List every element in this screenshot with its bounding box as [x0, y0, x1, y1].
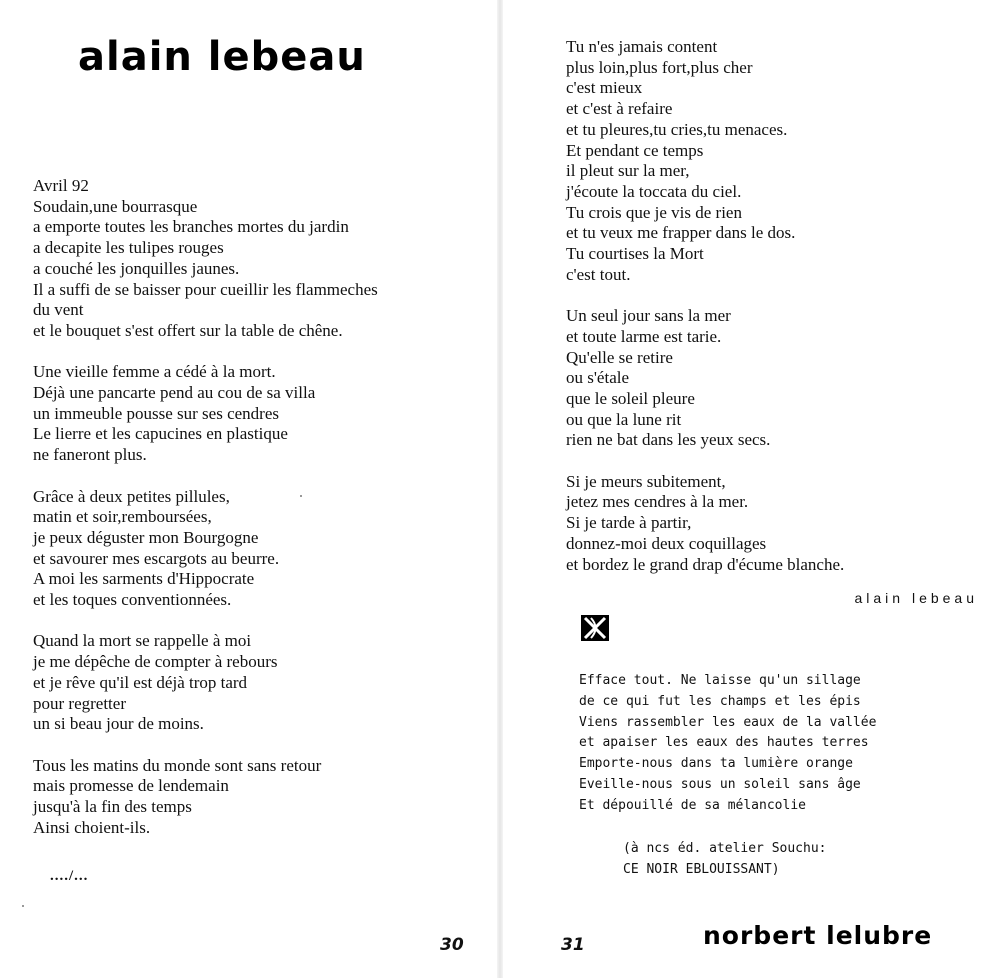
- epigraph-line: de ce qui fut les champs et les épis: [579, 693, 861, 709]
- poem-line: et c'est à refaire: [566, 99, 673, 119]
- poem-line: a emporte toutes les branches mortes du jardin: [33, 217, 349, 237]
- poem-line: ou que la lune rit: [566, 409, 682, 429]
- poem-line: et tu veux me frapper dans le dos.: [566, 223, 796, 243]
- print-speck: [300, 495, 302, 497]
- poem-line: Si je tarde à partir,: [566, 513, 692, 533]
- epigraph-line: et apaiser les eaux des hautes terres: [579, 735, 869, 751]
- note-line: (à ncs éd. atelier Souchu:: [623, 841, 827, 856]
- poem-line: Et pendant ce temps: [566, 140, 704, 160]
- poem-line: plus loin,plus fort,plus cher: [566, 57, 753, 77]
- poem-line: rien ne bat dans les yeux secs.: [566, 430, 771, 450]
- author-title: alain lebeau: [78, 34, 366, 80]
- poem-line: un immeuble pousse sur ses cendres: [33, 403, 279, 423]
- poem-line: Un seul jour sans la mer: [566, 306, 731, 326]
- poem-line: ou s'étale: [566, 368, 630, 388]
- poem-line: je me dépêche de compter à rebours: [33, 652, 278, 672]
- poem-stanza: [566, 306, 844, 451]
- page-number: 31: [561, 935, 585, 955]
- poem-line: donnez-moi deux coquillages: [566, 533, 767, 553]
- poem-line: a couché les jonquilles jaunes.: [33, 258, 240, 278]
- epigraph-line: Emporte-nous dans ta lumière orange: [579, 756, 853, 772]
- poem-line: et le bouquet s'est offert sur la table de chêne.: [33, 320, 343, 340]
- poem-line: et bordez le grand drap d'écume blanche.: [566, 554, 845, 574]
- poem-line: Tu courtises la Mort: [566, 244, 704, 264]
- poem-line: Déjà une pancarte pend au cou de sa villa: [33, 383, 316, 403]
- poem-line: jusqu'à la fin des temps: [33, 797, 192, 817]
- poem-stanza: [33, 756, 378, 839]
- poem-line: c'est mieux: [566, 78, 643, 98]
- poem-line: pour regretter: [33, 693, 126, 713]
- poem-line: que le soleil pleure: [566, 388, 695, 408]
- poem-line: Quand la mort se rappelle à moi: [33, 631, 252, 651]
- poem-stanza: [33, 487, 378, 611]
- poem-line: Tous les matins du monde sont sans retour: [33, 755, 322, 775]
- poem-line: Si je meurs subitement,: [566, 471, 726, 491]
- next-author-title: norbert lelubre: [703, 921, 933, 950]
- page-number: 30: [440, 935, 464, 955]
- poem-line: Soudain,une bourrasque: [33, 196, 198, 216]
- poem-line: c'est tout.: [566, 264, 631, 284]
- poem-stanza: [566, 472, 844, 576]
- epigraph-line: Viens rassembler les eaux de la vallée: [579, 714, 877, 730]
- epigraph-line: Eveille-nous sous un soleil sans âge: [579, 776, 861, 792]
- poem-line: et toute larme est tarie.: [566, 326, 722, 346]
- publisher-note: [623, 839, 827, 881]
- poem-line: un si beau jour de moins.: [33, 714, 204, 734]
- poem-line: il pleut sur la mer,: [566, 161, 690, 181]
- left-poem: [33, 176, 378, 859]
- poem-line: a decapite les tulipes rouges: [33, 238, 224, 258]
- poem-line: Grâce à deux petites pillules,: [33, 486, 230, 506]
- publisher-logo-icon: [580, 614, 610, 642]
- poem-stanza: [566, 37, 844, 285]
- epigraph-line: Et dépouillé de sa mélancolie: [579, 797, 806, 813]
- poem-line: et tu pleures,tu cries,tu menaces.: [566, 119, 788, 139]
- poem-line: Ainsi choient-ils.: [33, 817, 151, 837]
- poem-line: Le lierre et les capucines en plastique: [33, 424, 288, 444]
- poem-stanza: [33, 362, 378, 466]
- poem-line: matin et soir,remboursées,: [33, 507, 212, 527]
- author-signature: alain lebeau: [854, 590, 978, 606]
- poem-line: jetez mes cendres à la mer.: [566, 492, 749, 512]
- poem-line: A moi les sarments d'Hippocrate: [33, 569, 255, 589]
- poem-line: Tu crois que je vis de rien: [566, 202, 742, 222]
- poem-line: et je rêve qu'il est déjà trop tard: [33, 672, 248, 692]
- poem-line: je peux déguster mon Bourgogne: [33, 527, 259, 547]
- poem-line: du vent: [33, 300, 84, 320]
- poem-stanza: [33, 176, 378, 342]
- poem-line: Tu n'es jamais content: [566, 37, 718, 56]
- epigraph-poem: [579, 671, 876, 817]
- poem-line: ne faneront plus.: [33, 445, 147, 465]
- poem-line: j'écoute la toccata du ciel.: [566, 181, 742, 201]
- poem-line: et savourer mes escargots au beurre.: [33, 548, 280, 568]
- poem-line: Avril 92: [33, 176, 89, 195]
- print-speck: [22, 905, 24, 907]
- poem-line: et les toques conventionnées.: [33, 590, 232, 610]
- right-page: [500, 0, 1000, 978]
- poem-line: Il a suffi de se baisser pour cueillir les flammeches: [33, 279, 378, 299]
- poem-line: Qu'elle se retire: [566, 347, 673, 367]
- poem-line: mais promesse de lendemain: [33, 776, 229, 796]
- poem-stanza: [33, 631, 378, 735]
- poem-line: Une vieille femme a cédé à la mort.: [33, 362, 276, 382]
- continued-mark: ..../...: [50, 868, 89, 884]
- epigraph-line: Efface tout. Ne laisse qu'un sillage: [579, 673, 861, 688]
- note-line: CE NOIR EBLOUISSANT): [623, 861, 780, 877]
- right-poem: [566, 37, 844, 596]
